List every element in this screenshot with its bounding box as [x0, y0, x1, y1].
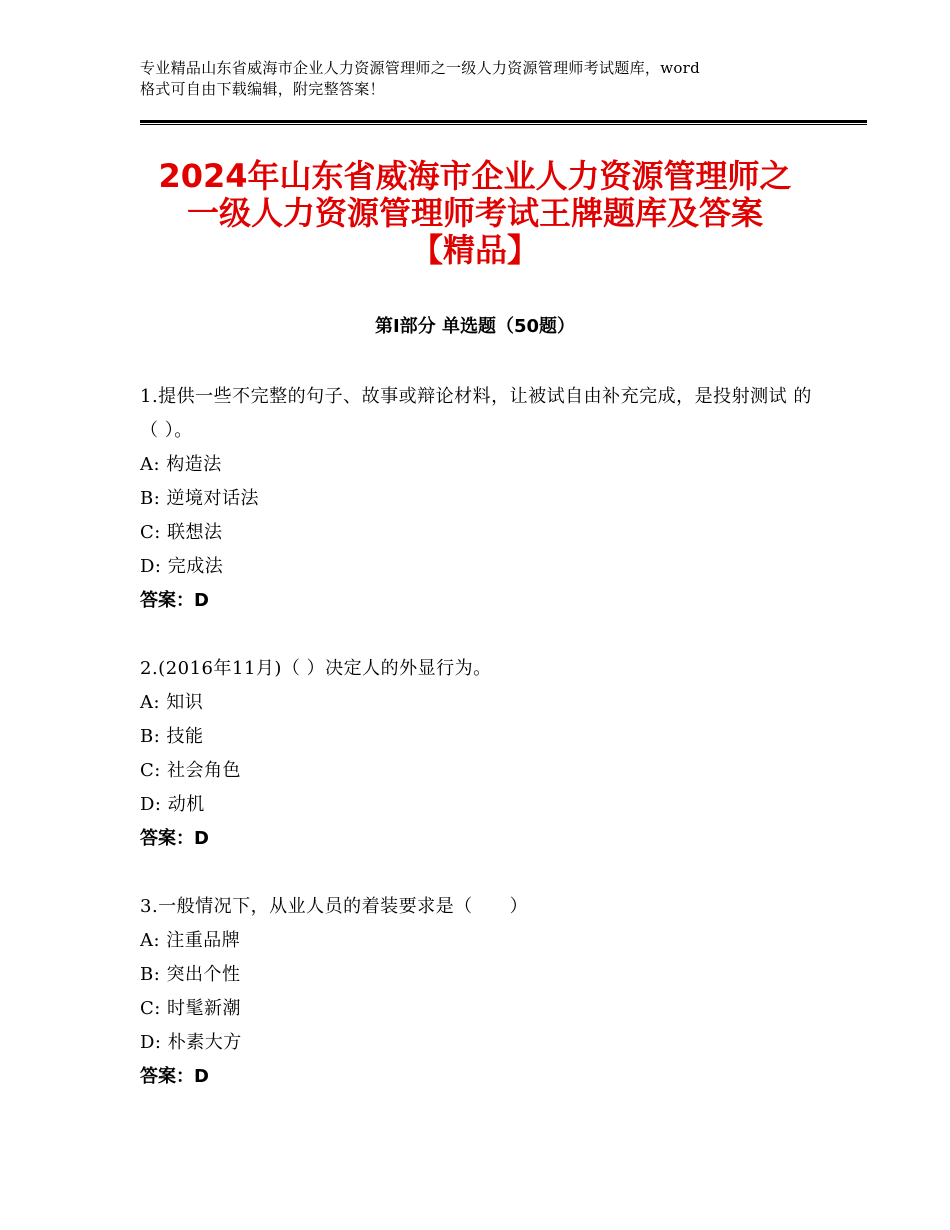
option-b: B: 突出个性	[140, 964, 241, 985]
header-note-line-2: 格式可自由下载编辑，附完整答案！	[140, 80, 385, 98]
option-d: D: 动机	[140, 794, 205, 815]
option-b: B: 技能	[140, 726, 204, 747]
question-text: 3.一般情况下，从业人员的着装要求是（ ）	[140, 896, 529, 917]
option-c: C: 社会角色	[140, 760, 242, 781]
option-a: A: 注重品牌	[140, 930, 241, 951]
question-text: 1.提供一些不完整的句子、故事或辩论材料，让被试自由补充完成，是投射测试 的（ ）。	[140, 386, 812, 441]
option-c: C: 联想法	[140, 522, 223, 543]
header-divider	[140, 120, 867, 125]
question-spacer	[140, 856, 830, 890]
option-a: A: 构造法	[140, 454, 222, 475]
answer-label: 答案：D	[140, 1066, 209, 1087]
option-b: B: 逆境对话法	[140, 488, 260, 509]
document-title	[100, 158, 850, 269]
document-title-line-3: 【精品】	[410, 231, 539, 269]
option-d: D: 朴素大方	[140, 1032, 242, 1053]
document-title-line-2: 一级人力资源管理师考试王牌题库及答案	[186, 194, 763, 232]
question-list	[140, 380, 830, 1094]
answer-label: 答案：D	[140, 590, 209, 611]
question-text: 2.(2016年11月)（ ）决定人的外显行为。	[140, 658, 492, 679]
option-d: D: 完成法	[140, 556, 224, 577]
question-2	[140, 652, 830, 856]
document-title-line-1: 2024年山东省威海市企业人力资源管理师之	[158, 157, 792, 195]
question-spacer	[140, 618, 830, 652]
option-a: A: 知识	[140, 692, 204, 713]
option-c: C: 时髦新潮	[140, 998, 242, 1019]
question-3	[140, 890, 830, 1094]
header-note-line-1: 专业精品山东省威海市企业人力资源管理师之一级人力资源管理师考试题库，word	[140, 59, 701, 77]
header-note	[140, 58, 840, 100]
question-1	[140, 380, 830, 618]
section-title: 第Ⅰ部分 单选题（50题）	[374, 316, 575, 337]
answer-label: 答案：D	[140, 828, 209, 849]
